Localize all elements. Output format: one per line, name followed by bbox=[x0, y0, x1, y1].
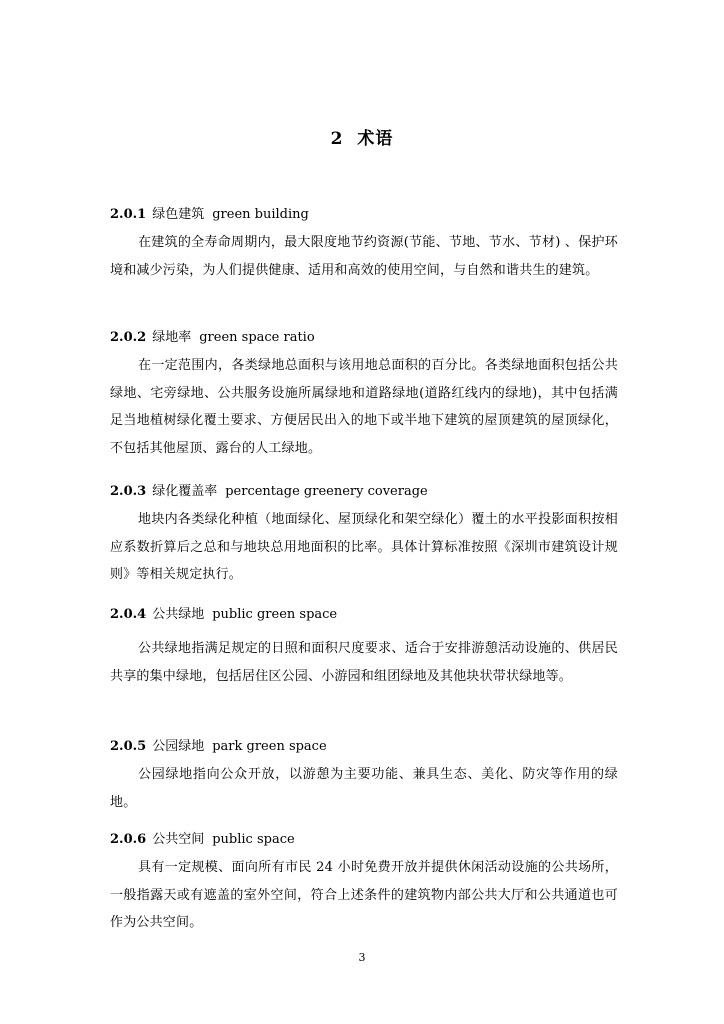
term-english: percentage greenery coverage bbox=[225, 484, 428, 499]
term-definition: 在建筑的全寿命周期内，最大限度地节约资源(节能、节地、节水、节材) 、保护环境和减少污染，为人们提供健康、适用和高效的使用空间，与自然和谐共生的建筑。 bbox=[110, 235, 618, 278]
chapter-title-text: 术语 bbox=[357, 129, 394, 149]
term-definition: 公共绿地指满足规定的日照和面积尺度要求、适合于安排游憩活动设施的、供居民共享的集中绿地，包括居住区公园、小游园和组团绿地及其他块状带状绿地等。 bbox=[110, 641, 618, 684]
term-heading bbox=[110, 605, 618, 625]
term-english: public space bbox=[212, 832, 295, 847]
term-definition: 在一定范围内，各类绿地总面积与该用地总面积的百分比。各类绿地面积包括公共绿地、宅旁绿地、公共服务设施所属绿地和道路绿地(道路红线内的绿地)，其中包括满足当地植树绿化覆土要求、方便居民出入的地下或半地下建筑的屋顶建筑的屋顶绿化，不包括其他屋顶、露台的人工绿地。 bbox=[110, 358, 618, 456]
term-chinese: 绿色建筑 bbox=[152, 207, 205, 222]
term-english: green space ratio bbox=[199, 330, 315, 345]
chapter-number: 2 bbox=[330, 129, 344, 149]
term-chinese: 公共空间 bbox=[152, 832, 205, 847]
term-heading bbox=[110, 205, 618, 225]
term-2-0-3 bbox=[110, 482, 618, 589]
term-number: 2.0.6 bbox=[110, 832, 147, 847]
term-chinese: 绿地率 bbox=[152, 330, 192, 345]
term-2-0-6 bbox=[110, 830, 618, 937]
term-definition: 公园绿地指向公众开放，以游憩为主要功能、兼具生态、美化、防灾等作用的绿地。 bbox=[110, 767, 618, 810]
term-heading bbox=[110, 737, 618, 757]
chapter-title bbox=[0, 124, 724, 149]
term-chinese: 公共绿地 bbox=[152, 607, 205, 622]
term-2-0-2 bbox=[110, 328, 618, 462]
term-2-0-1 bbox=[110, 205, 618, 284]
term-definition: 地块内各类绿化种植（地面绿化、屋顶绿化和架空绿化）覆土的水平投影面积按相应系数折算后之总和与地块总用地面积的比率。具体计算标准按照《深圳市建筑设计规则》等相关规定执行。 bbox=[110, 512, 618, 582]
term-number: 2.0.1 bbox=[110, 207, 147, 222]
term-number: 2.0.3 bbox=[110, 484, 147, 499]
term-2-0-5 bbox=[110, 737, 618, 816]
term-english: public green space bbox=[212, 607, 338, 622]
term-heading bbox=[110, 830, 618, 850]
term-number: 2.0.2 bbox=[110, 330, 147, 345]
term-heading bbox=[110, 328, 618, 348]
term-chinese: 绿化覆盖率 bbox=[152, 484, 218, 499]
page-number: 3 bbox=[358, 951, 366, 964]
term-number: 2.0.5 bbox=[110, 739, 147, 754]
term-definition: 具有一定规模、面向所有市民 24 小时免费开放并提供休闲活动设施的公共场所，一般指露天或有遮盖的室外空间，符合上述条件的建筑物内部公共大厅和公共通道也可作为公共空间。 bbox=[110, 860, 618, 930]
term-english: green building bbox=[212, 207, 309, 222]
term-2-0-4 bbox=[110, 605, 618, 690]
term-number: 2.0.4 bbox=[110, 607, 147, 622]
term-heading bbox=[110, 482, 618, 502]
term-english: park green space bbox=[212, 739, 327, 754]
term-chinese: 公园绿地 bbox=[152, 739, 205, 754]
